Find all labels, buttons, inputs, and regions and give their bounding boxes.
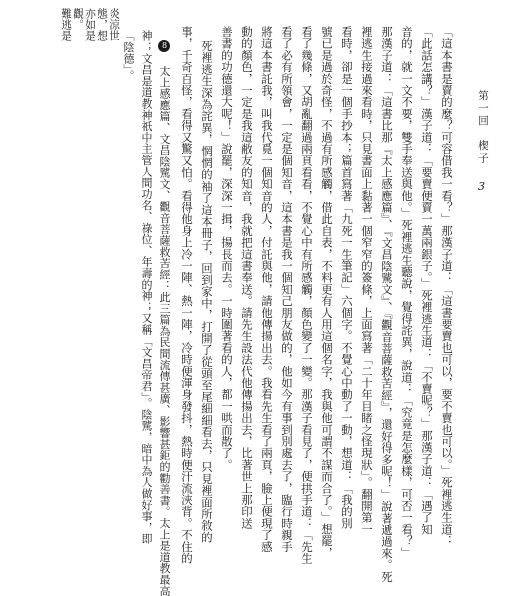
chapter-title: 第一回: [477, 90, 489, 128]
verse-column-4: 觀。: [72, 8, 84, 31]
body-column-3: 音的，就一文不要，雙手奉送與他。」死裡逃生聽說，覺得詫異，說道：「究竟是怎麼樣，可否一看？」: [400, 26, 414, 559]
body-column-4: 那漢子道：「這書比那『太上感應篇』、『文昌陰騭文』、『觀音菩薩救苦經』，還好得多呢！」說著遞過來。死: [380, 26, 394, 583]
body-column-12: 善書的功德還大呢！」說罷，深深一揖，揚長而去。一時圍著看的人，都一哄而散了。: [220, 26, 234, 471]
body-column-1: 「這本書是賣的麼？可容借我一看？」那漢子道：「這書要賣也可以，要不賣也可以。」死裡逃生道：: [440, 26, 454, 547]
footnote-badge: 8: [160, 41, 169, 51]
page-number: 3: [478, 180, 485, 193]
footnote-column-3: 「陰德」。: [122, 30, 135, 81]
body-column-14: 事，千奇百怪，看得又驚又怕。看得他身上冷一陣、熱一陣，冷時便渾身發抖，熱時便汗流浹背。不住的: [180, 26, 194, 565]
section-title: 楔子: [477, 140, 489, 165]
verse-column-2: 態，想: [96, 8, 108, 42]
body-column-6: 看時，卻是一個手抄本；篇首寫著「九死一生筆記」六個字。不覺心中動了一動，想道：「我的別: [340, 26, 354, 530]
body-column-7: 號已是過於奇怪，不過有所感觸，借此自表，不料更有人用這個名字，我與他可謂不謀而合了。」想罷，: [320, 26, 334, 559]
footnote-column-2: 神；文昌是道教神祇中主管人間功名、祿位、年壽的神；又稱「文昌帝君」。陰騭，暗中為人做好事，即: [140, 30, 153, 545]
body-column-5: 裡逃生接過來看時，只見書面上黏著一個窄窄的簽條，上面寫著「二十年目睹之怪現狀」。翻開第一: [360, 26, 374, 536]
verse-column-3: 亦如是: [84, 8, 96, 42]
body-column-13: 死裡逃生深為詫異，惘惘的袖了這本冊子，回到家中，打開了從頭至尾細細看去，只見裡面所敘的: [200, 40, 214, 544]
verse-column-5: 難逃是: [60, 8, 72, 42]
footnote-column-1: [158, 40, 171, 596]
body-column-9: 看了必有所領會，一定是個知音，這本書是我一個知己朋友做的，他如今有事到別處去了，臨行時親手: [280, 26, 294, 553]
body-column-8: 看了幾條，又胡亂翻過兩頁看看，不覺心中有所感觸，顏色變了一變。那漢子看見了，便拱手道：「先生: [300, 26, 314, 565]
body-column-11: 動的顏色，一定是我這敝友的知音，我就把這書奉送。請先生設法代他傳揚出去，比著世上那印送: [240, 26, 254, 530]
verse-column-1: 炎涼世: [108, 8, 120, 42]
body-column-2: 「此話怎講？」漢子道：「要賣便賣一萬兩銀子。」死裡逃生道：「不賣呢？」那漢子道：「遇了知: [420, 26, 434, 536]
footnote-text-1: 太上感應篇、文昌陰騭文、觀音菩薩救苦經：此三篇為民間流傳甚廣、影響甚鉅的勸善書。太上是道教最高: [158, 65, 171, 596]
body-column-10: 將這本書託我，叫我代覓一個知音的人，付託與他，請他傳揚出去。我看先生看了兩頁，臉上便現了感: [260, 26, 274, 553]
